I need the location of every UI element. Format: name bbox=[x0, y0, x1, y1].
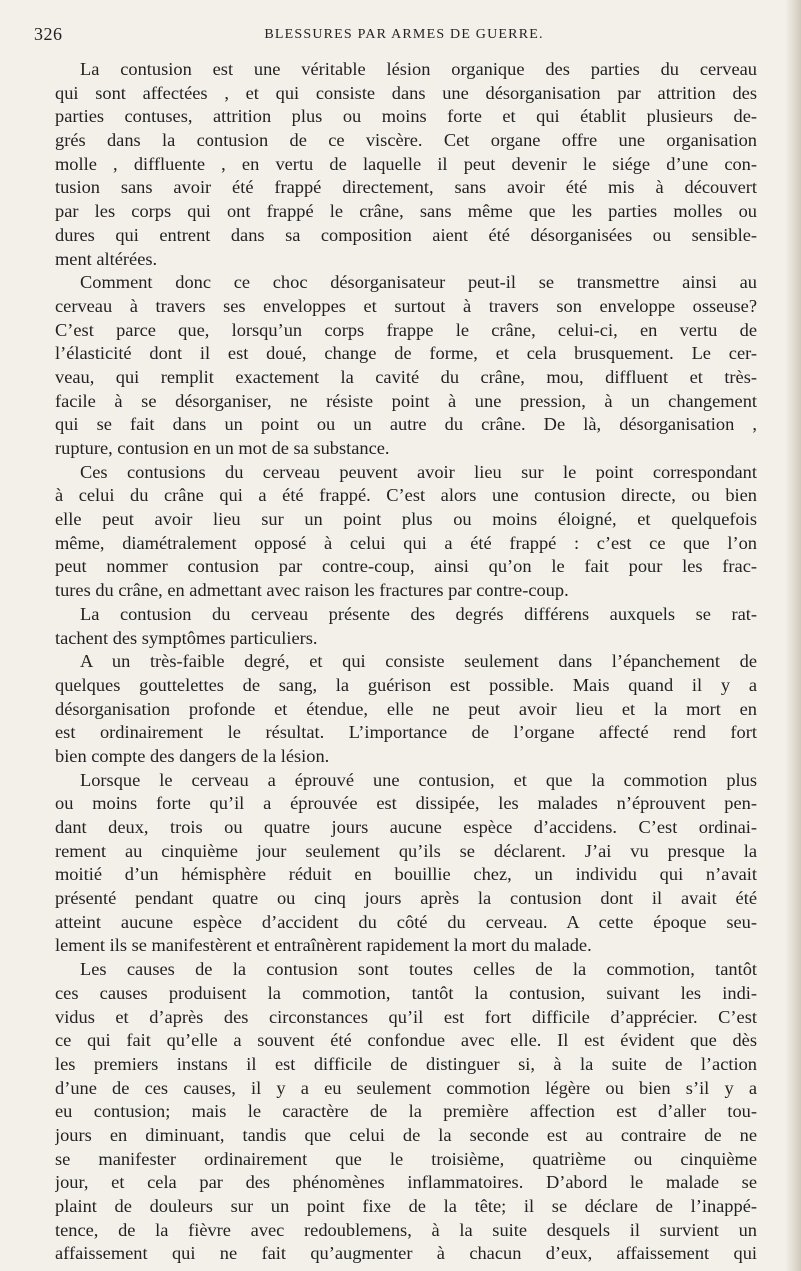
text-line: bien compte des dangers de la lésion. bbox=[55, 745, 330, 766]
text-line: ce qui fait qu’elle a souvent été confondue avec elle. Il est évident que dès bbox=[55, 1030, 757, 1051]
text-line: facile à se désorganiser, ne résiste point à une pression, à un changement bbox=[55, 390, 757, 411]
text-line: tusion sans avoir été frappé directement, sans avoir été mis à découvert bbox=[55, 177, 757, 198]
text-line: parties contuses, attrition plus ou moins forte et qui établit plusieurs de- bbox=[55, 106, 757, 127]
text-line: qui sont affectées , et qui consiste dans une désorganisation par attrition des bbox=[55, 82, 757, 103]
text-line: d’une de ces causes, il y a eu seulement commotion légère ou bien s’il y a bbox=[55, 1077, 757, 1098]
text-line: ment altérées. bbox=[55, 248, 158, 269]
text-line: tence, de la fièvre avec redoublemens, à la suite desquels il survient un bbox=[55, 1219, 757, 1240]
text-line: La contusion du cerveau présente des degrés différens auxquels se rat- bbox=[80, 603, 757, 624]
text-line: dant deux, trois ou quatre jours aucune espèce d’accidens. C’est ordinai- bbox=[55, 817, 757, 837]
text-line: par les corps qui ont frappé le crâne, sans même que les parties molles ou bbox=[55, 201, 757, 222]
text-line: plaint de douleurs sur un point fixe de la tête; il se déclare de l’inappé- bbox=[55, 1196, 757, 1216]
text-line: ou moins forte qu’il a éprouvée est dissipée, les malades n’éprouvent pen- bbox=[55, 793, 757, 814]
text-line: vidus et d’après des circonstances qu’il est fort difficile d’apprécier. C’est bbox=[55, 1006, 757, 1027]
text-line: présenté pendant quatre ou cinq jours après la contusion dont il avait été bbox=[55, 888, 757, 909]
text-line: cerveau à travers ses enveloppes et surtout à travers son enveloppe osseuse? bbox=[55, 295, 757, 316]
text-line: tures du crâne, en admettant avec raison les fractures par contre-coup. bbox=[55, 580, 569, 601]
text-line: molle , diffluente , en vertu de laquelle il peut devenir le siége d’une con- bbox=[55, 153, 757, 174]
text-line: jours en diminuant, tandis que celui de la seconde est au contraire de ne bbox=[55, 1124, 757, 1145]
text-line: lement ils se manifestèrent et entraînèrent rapidement la mort du malade. bbox=[55, 935, 592, 956]
body-text bbox=[55, 58, 757, 1266]
text-line: Les causes de la contusion sont toutes celles de la commotion, tantôt bbox=[80, 959, 757, 980]
text-line: Ces contusions du cerveau peuvent avoir lieu sur le point correspondant bbox=[80, 461, 757, 482]
text-line: même, diamétralement opposé à celui qui a été frappé : c’est ce que l’on bbox=[55, 532, 757, 553]
text-line: grés dans la contusion de ce viscère. Cet organe offre une organisation bbox=[55, 130, 757, 151]
text-line: A un très-faible degré, et qui consiste seulement dans l’épanchement de bbox=[80, 651, 757, 672]
text-line: eu contusion; mais le caractère de la première affection est d’aller tou- bbox=[55, 1101, 757, 1122]
text-line: est ordinairement le résultat. L’importance de l’organe affecté rend fort bbox=[55, 722, 757, 743]
text-line: affaissement qui ne fait qu’augmenter à chacun d’eux, affaissement qui bbox=[55, 1243, 757, 1264]
page-header bbox=[34, 24, 774, 52]
text-line: se manifester ordinairement que le troisième, quatrième ou cinquième bbox=[55, 1148, 757, 1169]
text-line: atteint aucune espèce d’accident du côté du cerveau. A cette époque seu- bbox=[55, 911, 757, 932]
text-line: rement au cinquième jour seulement qu’ils se déclarent. J’ai vu presque la bbox=[55, 840, 757, 861]
text-line: elle peut avoir lieu sur un point plus ou moins éloigné, et quelquefois bbox=[55, 509, 757, 530]
text-line: C’est parce que, lorsqu’un corps frappe le crâne, celui-ci, en vertu de bbox=[55, 319, 757, 340]
text-line: moitié d’un hémisphère réduit en bouillie chez, un individu qui n’avait bbox=[55, 864, 757, 885]
text-line: Comment donc ce choc désorganisateur peut-il se transmettre ainsi au bbox=[80, 272, 757, 293]
text-line: jour, et cela par des phénomènes inflammatoires. D’abord le malade se bbox=[55, 1172, 757, 1193]
page-edge-shadow bbox=[785, 0, 801, 1271]
text-line: désorganisation profonde et étendue, elle ne peut avoir lieu et la mort en bbox=[55, 698, 757, 719]
text-line: Lorsque le cerveau a éprouvé une contusion, et que la commotion plus bbox=[80, 769, 757, 790]
text-line: ces causes produisent la commotion, tantôt la contusion, suivant les indi- bbox=[55, 982, 757, 1003]
text-line: les premiers instans il est difficile de distinguer si, à la suite de l’action bbox=[55, 1053, 757, 1074]
text-line: veau, qui remplit exactement la cavité du crâne, mou, diffluent et très- bbox=[55, 366, 757, 387]
text-line: dures qui entrent dans sa composition aient été désorganisées ou sensible- bbox=[55, 224, 757, 245]
text-line: rupture, contusion en un mot de sa substance. bbox=[55, 438, 390, 458]
text-line: qui se fait dans un point ou un autre du crâne. De là, désorganisation , bbox=[55, 414, 757, 435]
text-line: l’élasticité dont il est doué, change de forme, et cela brusquement. Le cer- bbox=[55, 343, 757, 364]
text-line: tachent des symptômes particuliers. bbox=[55, 627, 318, 648]
page-number: 326 bbox=[34, 24, 63, 44]
text-line: La contusion est une véritable lésion organique des parties du cerveau bbox=[80, 59, 757, 79]
running-head: BLESSURES PAR ARMES DE GUERRE. bbox=[264, 27, 544, 42]
text-line: peut nommer contusion par contre-coup, ainsi qu’on le fait pour les frac- bbox=[55, 556, 757, 577]
text-line: à celui du crâne qui a été frappé. C’est alors une contusion directe, ou bien bbox=[55, 485, 757, 506]
text-line: quelques gouttelettes de sang, la guérison est possible. Mais quand il y a bbox=[55, 674, 757, 695]
